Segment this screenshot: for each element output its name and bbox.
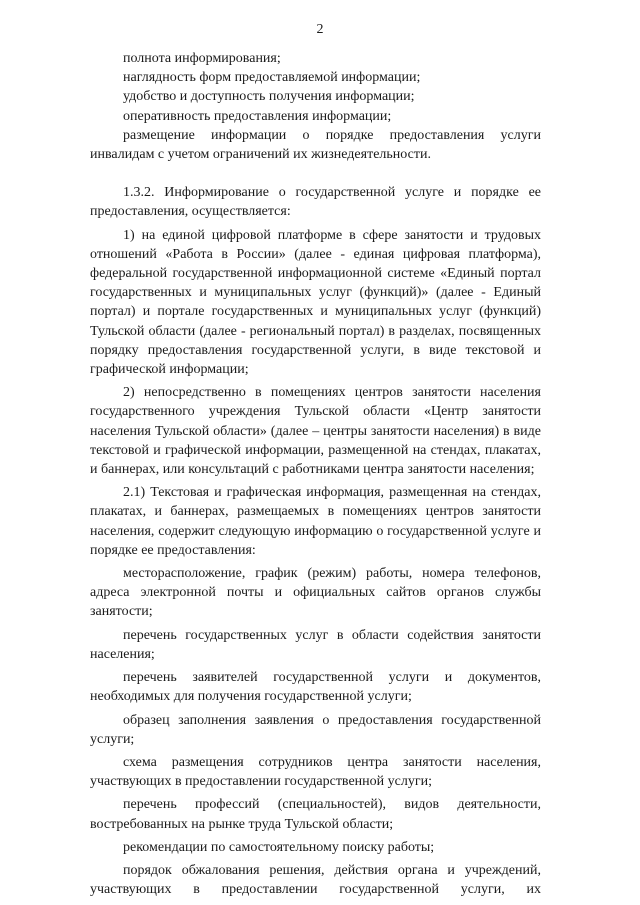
paragraph-services-list: перечень государственных услуг в области содействия занятости населения; [90, 627, 541, 662]
paragraph-applicants-documents: перечень заявителей государственной услуги и документов, необходимых для получения государственной услуги; [90, 670, 541, 705]
paragraph-promptness: оперативность предоставления информации; [123, 108, 392, 124]
document-body [90, 49, 541, 899]
paragraph-accessibility: удобство и доступность получения информации; [123, 89, 415, 105]
paragraph-appeal-procedure: порядок обжалования решения, действия органа и учреждений, участвующих в предоставлении государственной услуги, их [90, 862, 541, 898]
paragraph-application-sample: образец заполнения заявления о предоставления государственной услуги; [90, 712, 541, 747]
paragraph-item-2-1-stands-info: 2.1) Текстовая и графическая информация, размещенная на стендах, плакатах, и баннерах, размещаемых в помещениях центров занятости населения, содержит следующую информацию о государственной услуге и порядке ее предоставления: [90, 485, 541, 558]
page-number: 2 [316, 22, 324, 37]
paragraph-item-1-digital-platform: 1) на единой цифровой платформе в сфере занятости и трудовых отношений «Работа в России» (далее - единая цифровая платформа), федеральной государственной информационной системе «Единый портал государственных и муниципальных услуг (функций)» (далее - Единый портал) и портале государственных и муниципальных услуг (функций) Тульской области (далее - региональный портал) в разделах, посвященных порядку предоставления государственной услуги, в виде текстовой и графической информации; [90, 227, 541, 378]
paragraph-visual-forms: наглядность форм предоставляемой информации; [123, 70, 421, 86]
paragraph-item-2-employment-centers: 2) непосредственно в помещениях центров занятости населения государственного учреждения Тульской области «Центр занятости населения Тульской области» (далее – центры занятости населения) в виде текстовой и графической информации, размещенной на стендах, плакатах, и баннерах, или консультаций с работниками центра занятости населения; [90, 385, 541, 478]
paragraph-location-schedule: месторасположение, график (режим) работы, номера телефонов, адреса электронной почты и официальных сайтов органов службы занятости; [90, 566, 541, 620]
paragraph-informing-completeness: полнота информирования; [123, 51, 281, 66]
paragraph-staff-scheme: схема размещения сотрудников центра занятости населения, участвующих в предоставлении государственной услуги; [90, 754, 541, 790]
paragraph-professions-demand: перечень профессий (специальностей), видов деятельности, востребованных на рынке труда Тульской области; [90, 797, 541, 832]
paragraph-job-search-tips: рекомендации по самостоятельному поиску работы; [123, 839, 435, 855]
paragraph-section-1-3-2: 1.3.2. Информирование о государственной услуге и порядке ее предоставления, осуществляется: [90, 185, 541, 220]
paragraph-disability-info: размещение информации о порядке предоставления услуги инвалидам с учетом ограничений их жизнедеятельности. [90, 127, 541, 163]
